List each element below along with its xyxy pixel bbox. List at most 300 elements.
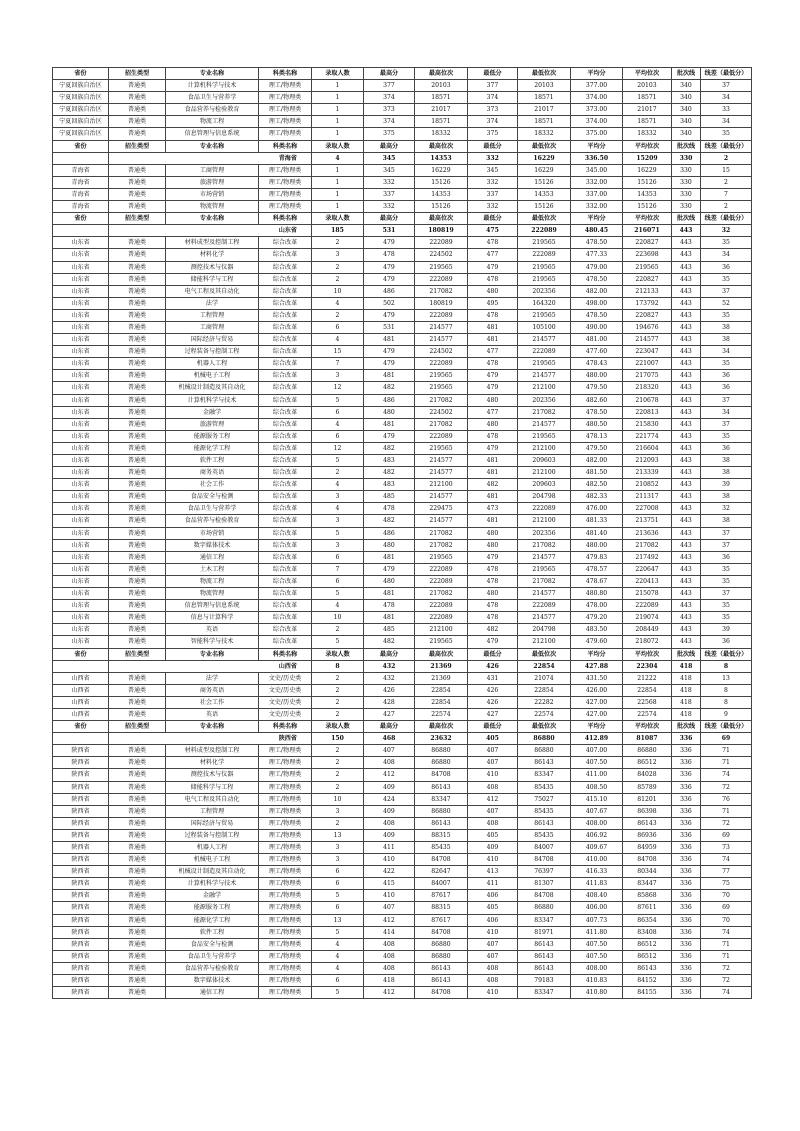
- table-cell: 426: [468, 696, 518, 708]
- table-cell: 35: [701, 358, 752, 370]
- table-cell: 426: [364, 684, 415, 696]
- table-cell: 法学: [166, 672, 259, 684]
- table-cell: 222089: [415, 273, 468, 285]
- table-cell: 408.40: [571, 890, 623, 902]
- table-cell: 理工/物理类: [259, 745, 312, 757]
- table-row: [53, 309, 752, 321]
- table-cell: 山东省: [53, 624, 109, 636]
- table-cell: 理工/物理类: [259, 201, 312, 213]
- table-cell: 理工/物理类: [259, 80, 312, 92]
- table-cell: 理工/物理类: [259, 890, 312, 902]
- table-cell: 16229: [518, 164, 571, 176]
- table-cell: 223698: [623, 249, 672, 261]
- table-cell: 22574: [415, 708, 468, 720]
- table-cell: 479: [468, 636, 518, 648]
- table-cell: 479: [468, 261, 518, 273]
- summary-province: 山东省: [109, 225, 312, 237]
- table-cell: 443: [672, 261, 701, 273]
- table-row: [53, 708, 752, 720]
- table-row: [53, 370, 752, 382]
- table-cell: 486: [364, 527, 415, 539]
- table-cell: 531: [364, 321, 415, 333]
- table-cell: 480: [364, 539, 415, 551]
- table-cell: 409: [468, 842, 518, 854]
- table-cell: 18571: [415, 92, 468, 104]
- table-cell: 375.00: [571, 128, 623, 140]
- table-cell: 陕西省: [53, 793, 109, 805]
- column-header: 平均分: [571, 721, 623, 733]
- table-cell: 9: [701, 708, 752, 720]
- table-cell: 477: [468, 406, 518, 418]
- table-cell: 478: [468, 563, 518, 575]
- table-cell: 443: [672, 297, 701, 309]
- table-row: [53, 321, 752, 333]
- table-cell: 479: [364, 237, 415, 249]
- column-header: 平均位次: [623, 648, 672, 660]
- table-cell: 通信工程: [166, 987, 259, 999]
- table-cell: 38: [701, 321, 752, 333]
- table-cell: 418: [364, 975, 415, 987]
- table-cell: 480.80: [571, 588, 623, 600]
- table-cell: 208449: [623, 624, 672, 636]
- table-cell: 222089: [518, 503, 571, 515]
- table-row: [53, 503, 752, 515]
- table-cell: 336: [672, 987, 701, 999]
- table-row: [53, 745, 752, 757]
- table-cell: 219565: [415, 261, 468, 273]
- table-cell: 陕西省: [53, 745, 109, 757]
- table-cell: 222089: [415, 612, 468, 624]
- table-cell: 410.83: [571, 975, 623, 987]
- table-cell: 理工/物理类: [259, 914, 312, 926]
- table-cell: 2: [312, 684, 364, 696]
- table-cell: 山东省: [53, 334, 109, 346]
- table-cell: 443: [672, 249, 701, 261]
- table-row: [53, 842, 752, 854]
- table-row: [53, 382, 752, 394]
- table-cell: 482: [364, 636, 415, 648]
- table-cell: 文史/历史类: [259, 708, 312, 720]
- table-cell: 18332: [518, 128, 571, 140]
- table-cell: 陕西省: [53, 842, 109, 854]
- table-cell: 202356: [518, 285, 571, 297]
- table-cell: 478: [364, 503, 415, 515]
- summary-province: 山西省: [109, 660, 312, 672]
- table-cell: 1: [312, 201, 364, 213]
- table-cell: 山东省: [53, 575, 109, 587]
- table-cell: 219565: [518, 273, 571, 285]
- table-cell: 20103: [623, 80, 672, 92]
- table-cell: 418: [672, 708, 701, 720]
- table-cell: 21074: [518, 672, 571, 684]
- table-cell: 土木工程: [166, 563, 259, 575]
- table-cell: 陕西省: [53, 757, 109, 769]
- table-cell: 478.13: [571, 430, 623, 442]
- summary-cell: 32: [701, 225, 752, 237]
- table-cell: 国际经济与贸易: [166, 817, 259, 829]
- table-cell: 陕西省: [53, 769, 109, 781]
- table-cell: 5: [312, 455, 364, 467]
- table-cell: 普通类: [109, 793, 166, 805]
- table-cell: 482: [364, 442, 415, 454]
- table-row: [53, 926, 752, 938]
- table-cell: 普通类: [109, 575, 166, 587]
- table-cell: 普通类: [109, 261, 166, 273]
- column-header: 最高分: [364, 648, 415, 660]
- table-cell: 222089: [623, 600, 672, 612]
- table-row: [53, 588, 752, 600]
- table-cell: 2: [312, 696, 364, 708]
- column-header: 专业名称: [166, 68, 259, 80]
- table-cell: 普通类: [109, 479, 166, 491]
- table-cell: 21369: [415, 672, 468, 684]
- table-cell: 综合改革: [259, 563, 312, 575]
- table-cell: 理工/物理类: [259, 975, 312, 987]
- table-cell: 综合改革: [259, 612, 312, 624]
- table-cell: 71: [701, 745, 752, 757]
- table-cell: 旅游管理: [166, 176, 259, 188]
- table-row: [53, 394, 752, 406]
- table-cell: 478.00: [571, 600, 623, 612]
- table-cell: 能源化学工程: [166, 442, 259, 454]
- table-cell: 345: [468, 164, 518, 176]
- table-cell: 410: [364, 854, 415, 866]
- table-cell: 495: [468, 297, 518, 309]
- table-cell: 山东省: [53, 261, 109, 273]
- table-cell: 220827: [623, 237, 672, 249]
- table-cell: 4: [312, 503, 364, 515]
- table-cell: 物流工程: [166, 116, 259, 128]
- table-cell: 406.92: [571, 829, 623, 841]
- table-cell: 山西省: [53, 672, 109, 684]
- table-cell: 214577: [415, 467, 468, 479]
- table-row: [53, 817, 752, 829]
- table-cell: 12: [312, 442, 364, 454]
- table-cell: 332.00: [571, 176, 623, 188]
- table-cell: 374: [468, 92, 518, 104]
- summary-cell: 468: [364, 733, 415, 745]
- table-cell: 336: [672, 938, 701, 950]
- table-cell: 山东省: [53, 491, 109, 503]
- table-cell: 20103: [518, 80, 571, 92]
- table-cell: 普通类: [109, 962, 166, 974]
- column-header: 最高分: [364, 68, 415, 80]
- table-cell: 普通类: [109, 563, 166, 575]
- table-cell: 75027: [518, 793, 571, 805]
- column-header: 平均分: [571, 213, 623, 225]
- table-cell: 86143: [415, 962, 468, 974]
- table-cell: 测控技术与仪器: [166, 261, 259, 273]
- table-row: [53, 442, 752, 454]
- table-cell: 220827: [623, 273, 672, 285]
- table-cell: 336: [672, 962, 701, 974]
- table-row: [53, 273, 752, 285]
- table-cell: 计算机科学与技术: [166, 394, 259, 406]
- table-cell: 38: [701, 515, 752, 527]
- table-cell: 411: [364, 842, 415, 854]
- table-cell: 普通类: [109, 769, 166, 781]
- table-cell: 山西省: [53, 696, 109, 708]
- table-cell: 84155: [623, 987, 672, 999]
- table-cell: 6: [312, 878, 364, 890]
- table-cell: 481.40: [571, 527, 623, 539]
- summary-cell: 216071: [623, 225, 672, 237]
- table-cell: 普通类: [109, 636, 166, 648]
- table-cell: 宁夏回族自治区: [53, 92, 109, 104]
- table-cell: 山东省: [53, 346, 109, 358]
- table-cell: 180819: [415, 297, 468, 309]
- table-cell: 15126: [623, 176, 672, 188]
- table-cell: 81201: [623, 793, 672, 805]
- table-cell: 330: [672, 201, 701, 213]
- table-cell: 理工/物理类: [259, 829, 312, 841]
- table-row: [53, 237, 752, 249]
- table-cell: 406.00: [571, 902, 623, 914]
- table-cell: 86880: [415, 805, 468, 817]
- table-cell: 340: [672, 92, 701, 104]
- table-cell: 宁夏回族自治区: [53, 116, 109, 128]
- table-cell: 山东省: [53, 515, 109, 527]
- table-cell: 能源化学工程: [166, 914, 259, 926]
- column-header: 招生类型: [109, 721, 166, 733]
- table-cell: 陕西省: [53, 914, 109, 926]
- table-cell: 4: [312, 479, 364, 491]
- table-cell: 374: [364, 116, 415, 128]
- column-header: 批次线: [672, 213, 701, 225]
- table-cell: 214577: [518, 588, 571, 600]
- table-cell: 443: [672, 636, 701, 648]
- table-cell: 山东省: [53, 430, 109, 442]
- table-cell: 481.00: [571, 334, 623, 346]
- table-cell: 青海省: [53, 176, 109, 188]
- table-cell: 社会工作: [166, 479, 259, 491]
- table-cell: 18571: [518, 92, 571, 104]
- table-cell: 443: [672, 285, 701, 297]
- table-row: [53, 890, 752, 902]
- table-cell: 2: [312, 745, 364, 757]
- table-cell: 理工/物理类: [259, 950, 312, 962]
- table-cell: 214577: [518, 370, 571, 382]
- summary-cell: 185: [312, 225, 364, 237]
- table-cell: 480: [468, 539, 518, 551]
- table-row: [53, 769, 752, 781]
- table-cell: 84708: [415, 926, 468, 938]
- summary-province: 青海省: [109, 152, 312, 164]
- table-cell: 5: [312, 588, 364, 600]
- table-cell: 5: [312, 987, 364, 999]
- table-cell: 普通类: [109, 321, 166, 333]
- table-cell: 普通类: [109, 467, 166, 479]
- table-cell: 443: [672, 539, 701, 551]
- table-cell: 山西省: [53, 708, 109, 720]
- table-cell: 86880: [518, 745, 571, 757]
- table-cell: 485: [364, 491, 415, 503]
- table-cell: 443: [672, 430, 701, 442]
- table-cell: 215078: [623, 588, 672, 600]
- table-cell: 202356: [518, 527, 571, 539]
- table-cell: 407: [468, 938, 518, 950]
- table-cell: 212093: [623, 455, 672, 467]
- table-cell: 407: [364, 745, 415, 757]
- table-cell: 普通类: [109, 950, 166, 962]
- table-cell: 479.00: [571, 261, 623, 273]
- province-summary-row: [53, 225, 752, 237]
- table-cell: 2: [312, 624, 364, 636]
- table-cell: 482.60: [571, 394, 623, 406]
- table-cell: 2: [312, 781, 364, 793]
- table-cell: 综合改革: [259, 285, 312, 297]
- column-header: 最高位次: [415, 721, 468, 733]
- table-row: [53, 902, 752, 914]
- table-cell: 信息管理与信息系统: [166, 600, 259, 612]
- table-cell: 479.50: [571, 382, 623, 394]
- table-row: [53, 781, 752, 793]
- table-cell: 443: [672, 600, 701, 612]
- table-cell: 345.00: [571, 164, 623, 176]
- table-cell: 219565: [518, 430, 571, 442]
- table-cell: 陕西省: [53, 926, 109, 938]
- table-cell: 332: [468, 176, 518, 188]
- table-cell: 213636: [623, 527, 672, 539]
- table-cell: 418: [672, 696, 701, 708]
- table-cell: 214577: [623, 334, 672, 346]
- summary-blank: [53, 660, 109, 672]
- table-cell: 480: [364, 575, 415, 587]
- column-header: 最低位次: [518, 140, 571, 152]
- table-cell: 综合改革: [259, 394, 312, 406]
- table-cell: 173792: [623, 297, 672, 309]
- table-cell: 36: [701, 551, 752, 563]
- table-cell: 220827: [623, 309, 672, 321]
- table-cell: 普通类: [109, 515, 166, 527]
- table-cell: 214577: [518, 551, 571, 563]
- table-cell: 214577: [518, 612, 571, 624]
- column-header: 专业名称: [166, 648, 259, 660]
- table-cell: 481: [468, 455, 518, 467]
- table-cell: 普通类: [109, 975, 166, 987]
- summary-cell: 222089: [518, 225, 571, 237]
- table-cell: 408: [468, 962, 518, 974]
- table-cell: 普通类: [109, 80, 166, 92]
- table-cell: 217082: [623, 539, 672, 551]
- table-cell: 443: [672, 503, 701, 515]
- table-cell: 479: [364, 563, 415, 575]
- table-cell: 480.00: [571, 539, 623, 551]
- table-cell: 443: [672, 551, 701, 563]
- table-cell: 普通类: [109, 539, 166, 551]
- table-cell: 陕西省: [53, 817, 109, 829]
- table-cell: 山东省: [53, 503, 109, 515]
- table-cell: 6: [312, 975, 364, 987]
- table-cell: 金融学: [166, 406, 259, 418]
- table-cell: 336: [672, 842, 701, 854]
- table-cell: 336: [672, 781, 701, 793]
- table-cell: 宁夏回族自治区: [53, 80, 109, 92]
- table-cell: 86880: [415, 745, 468, 757]
- summary-cell: 336.50: [571, 152, 623, 164]
- table-cell: 336: [672, 817, 701, 829]
- table-cell: 426: [468, 684, 518, 696]
- column-header: 平均位次: [623, 213, 672, 225]
- table-cell: 普通类: [109, 829, 166, 841]
- table-cell: 机器人工程: [166, 842, 259, 854]
- table-cell: 409: [364, 829, 415, 841]
- column-header: 录取人数: [312, 213, 364, 225]
- table-cell: 481: [468, 491, 518, 503]
- table-cell: 数字媒体技术: [166, 975, 259, 987]
- table-cell: 3: [312, 842, 364, 854]
- table-cell: 青海省: [53, 201, 109, 213]
- table-cell: 38: [701, 467, 752, 479]
- table-cell: 222089: [518, 600, 571, 612]
- table-cell: 443: [672, 358, 701, 370]
- table-cell: 37: [701, 588, 752, 600]
- table-cell: 209603: [518, 455, 571, 467]
- table-cell: 1: [312, 164, 364, 176]
- table-row: [53, 334, 752, 346]
- table-cell: 411: [468, 878, 518, 890]
- table-cell: 综合改革: [259, 551, 312, 563]
- table-cell: 479: [364, 346, 415, 358]
- table-cell: 综合改革: [259, 600, 312, 612]
- table-cell: 86880: [415, 938, 468, 950]
- table-cell: 83408: [623, 926, 672, 938]
- column-header: 平均分: [571, 140, 623, 152]
- table-row: [53, 696, 752, 708]
- table-cell: 山东省: [53, 394, 109, 406]
- table-cell: 16229: [623, 164, 672, 176]
- table-cell: 综合改革: [259, 515, 312, 527]
- table-cell: 215830: [623, 418, 672, 430]
- table-cell: 202356: [518, 394, 571, 406]
- table-cell: 481.33: [571, 515, 623, 527]
- table-cell: 21017: [518, 104, 571, 116]
- table-cell: 普通类: [109, 696, 166, 708]
- column-header: 线差（最低分）: [701, 68, 752, 80]
- table-row: [53, 491, 752, 503]
- table-cell: 219565: [518, 309, 571, 321]
- table-cell: 373: [364, 104, 415, 116]
- table-cell: 16229: [415, 164, 468, 176]
- summary-blank: [53, 733, 109, 745]
- table-cell: 219565: [415, 370, 468, 382]
- table-cell: 407.50: [571, 950, 623, 962]
- table-cell: 34: [701, 406, 752, 418]
- table-cell: 443: [672, 442, 701, 454]
- table-cell: 计算机科学与技术: [166, 80, 259, 92]
- table-cell: 1: [312, 104, 364, 116]
- table-cell: 能源服务工程: [166, 902, 259, 914]
- table-cell: 481: [364, 612, 415, 624]
- table-cell: 411.83: [571, 878, 623, 890]
- table-cell: 能源服务工程: [166, 430, 259, 442]
- table-cell: 3: [312, 805, 364, 817]
- column-header: 最低位次: [518, 213, 571, 225]
- table-cell: 86880: [415, 950, 468, 962]
- table-cell: 418: [672, 672, 701, 684]
- table-cell: 217492: [623, 551, 672, 563]
- table-cell: 482: [468, 479, 518, 491]
- table-cell: 411.80: [571, 926, 623, 938]
- table-cell: 479.60: [571, 636, 623, 648]
- table-cell: 综合改革: [259, 503, 312, 515]
- table-cell: 综合改革: [259, 237, 312, 249]
- table-cell: 336: [672, 757, 701, 769]
- table-cell: 443: [672, 382, 701, 394]
- table-cell: 374.00: [571, 92, 623, 104]
- table-cell: 75: [701, 878, 752, 890]
- table-cell: 217082: [518, 539, 571, 551]
